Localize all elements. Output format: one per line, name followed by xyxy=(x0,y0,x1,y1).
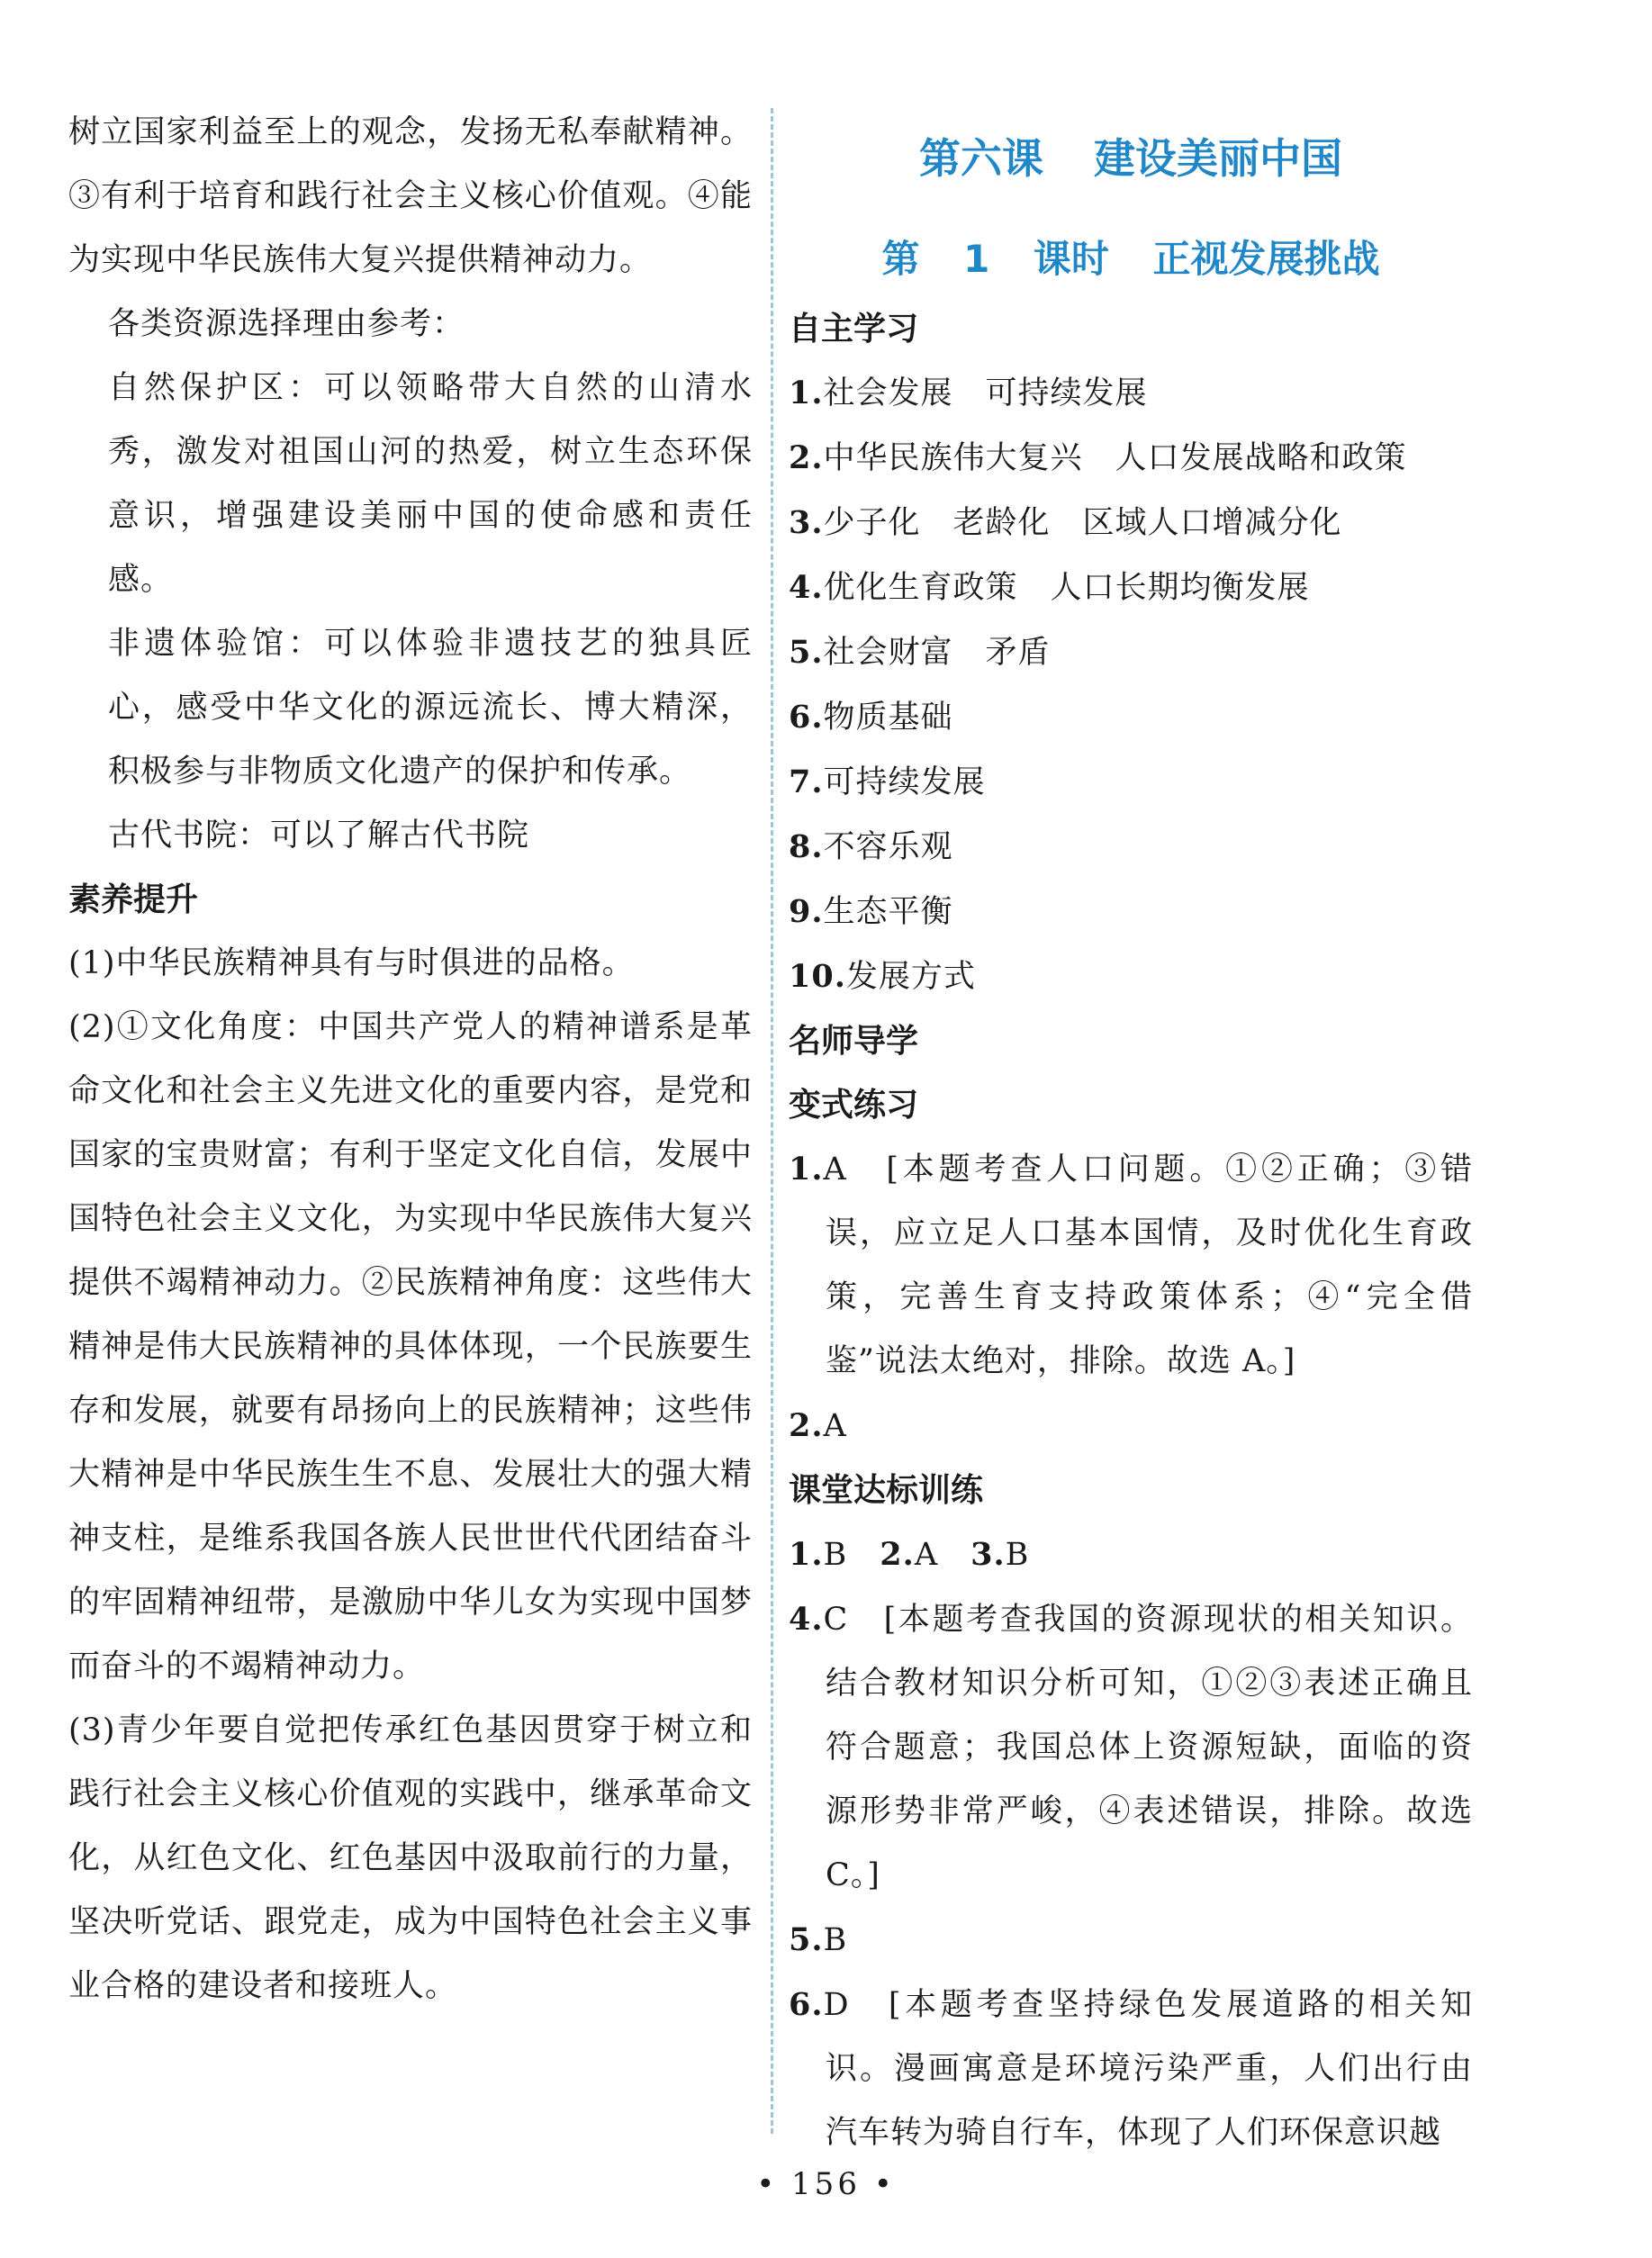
list-item: 4.C [本题考查我国的资源现状的相关知识。结合教材知识分析可知，①②③表述正确且符合题意；我国总体上资源短缺，面临的资源形势非常严峻，④表述错误，排除。故选 C。] xyxy=(789,1601,1473,1893)
list-item: 5.B xyxy=(789,1921,848,1958)
answer-3: (3)青少年要自觉把传承红色基因贯穿于树立和践行社会主义核心价值观的实践中，继承革命文化，从红色文化、红色基因中汲取前行的力量，坚决听党话、跟党走，成为中国特色社会主义事业合格的建设者和接班人。 xyxy=(68,1712,753,2004)
list-item: 2.中华民族伟大复兴 人口发展战略和政策 xyxy=(789,439,1407,476)
list-item: 6.D [本题考查坚持绿色发展道路的相关知识。漫画寓意是环境污染严重，人们出行由汽车转为骑自行车，体现了人们环保意识越 xyxy=(789,1986,1473,2151)
list-item: 3.少子化 老龄化 区域人口增减分化 xyxy=(789,504,1342,541)
answer-1: (1)中华民族精神具有与时俱进的品格。 xyxy=(68,945,635,981)
section-heading-guidance: 名师导学 xyxy=(789,1023,919,1060)
right-column xyxy=(789,101,1473,2165)
list-item: 1.A [本题考查人口问题。①②正确；③错误，应立足人口基本国情，及时优化生育政策，完善生育支持政策体系；④“完全借鉴”说法太绝对，排除。故选 A。] xyxy=(789,1151,1473,1379)
resource-heritage-hall: 非遗体验馆：可以体验非遗技艺的独具匠心，感受中华文化的源远流长、博大精深，积极参与非物质文化遗产的保护和传承。 xyxy=(108,626,753,790)
list-item: 1.社会发展 可持续发展 xyxy=(789,375,1148,411)
resource-academy: 古代书院：可以了解古代书院 xyxy=(108,817,530,854)
continued-paragraph: 树立国家利益至上的观念，发扬无私奉献精神。③有利于培育和践行社会主义核心价值观。④能为实现中华民族伟大复兴提供精神动力。 xyxy=(68,114,753,278)
section-heading-self-study: 自主学习 xyxy=(789,311,919,348)
list-item: 5.社会财富 矛盾 xyxy=(789,634,1051,671)
answer-2: (2)①文化角度：中国共产党人的精神谱系是革命文化和社会主义先进文化的重要内容，是党和国家的宝贵财富；有利于坚定文化自信，发展中国特色社会主义文化，为实现中华民族伟大复兴提供不竭精神动力。②民族精神角度：这些伟大精神是伟大民族精神的具体体现，一个民族要生存和发展，就要有昂扬向上的民族精神；这些伟大精神是中华民族生生不息、发展壮大的强大精神支柱，是维系我国各族人民世世代代团结奋斗的牢固精神纽带，是激励中华儿女为实现中国梦而奋斗的不竭精神动力。 xyxy=(68,1009,753,1684)
list-item: 6.物质基础 xyxy=(789,699,953,736)
period-title: 第 1 课时 正视发展挑战 xyxy=(881,237,1380,281)
section-heading-classroom: 课堂达标训练 xyxy=(789,1472,984,1509)
list-item: 10.发展方式 xyxy=(789,958,976,995)
list-item: 2.A xyxy=(789,1407,847,1444)
list-item: 7.可持续发展 xyxy=(789,763,986,800)
section-heading-variant: 变式练习 xyxy=(789,1087,919,1124)
resource-nature-reserve: 自然保护区：可以领略带大自然的山清水秀，激发对祖国山河的热爱，树立生态环保意识，增强建设美丽中国的使命感和责任感。 xyxy=(108,370,753,598)
column-divider xyxy=(771,108,773,2134)
resource-intro: 各类资源选择理由参考： xyxy=(108,306,465,342)
list-item: 1.B 2.A 3.B xyxy=(789,1536,1030,1573)
page-number: • 156 • xyxy=(756,2166,896,2202)
list-item: 4.优化生育政策 人口长期均衡发展 xyxy=(789,569,1310,606)
left-column xyxy=(68,101,753,2019)
lesson-title: 第六课 建设美丽中国 xyxy=(918,134,1342,183)
list-item: 9.生态平衡 xyxy=(789,893,953,930)
list-item: 8.不容乐观 xyxy=(789,828,953,865)
section-heading-literacy: 素养提升 xyxy=(68,881,199,918)
